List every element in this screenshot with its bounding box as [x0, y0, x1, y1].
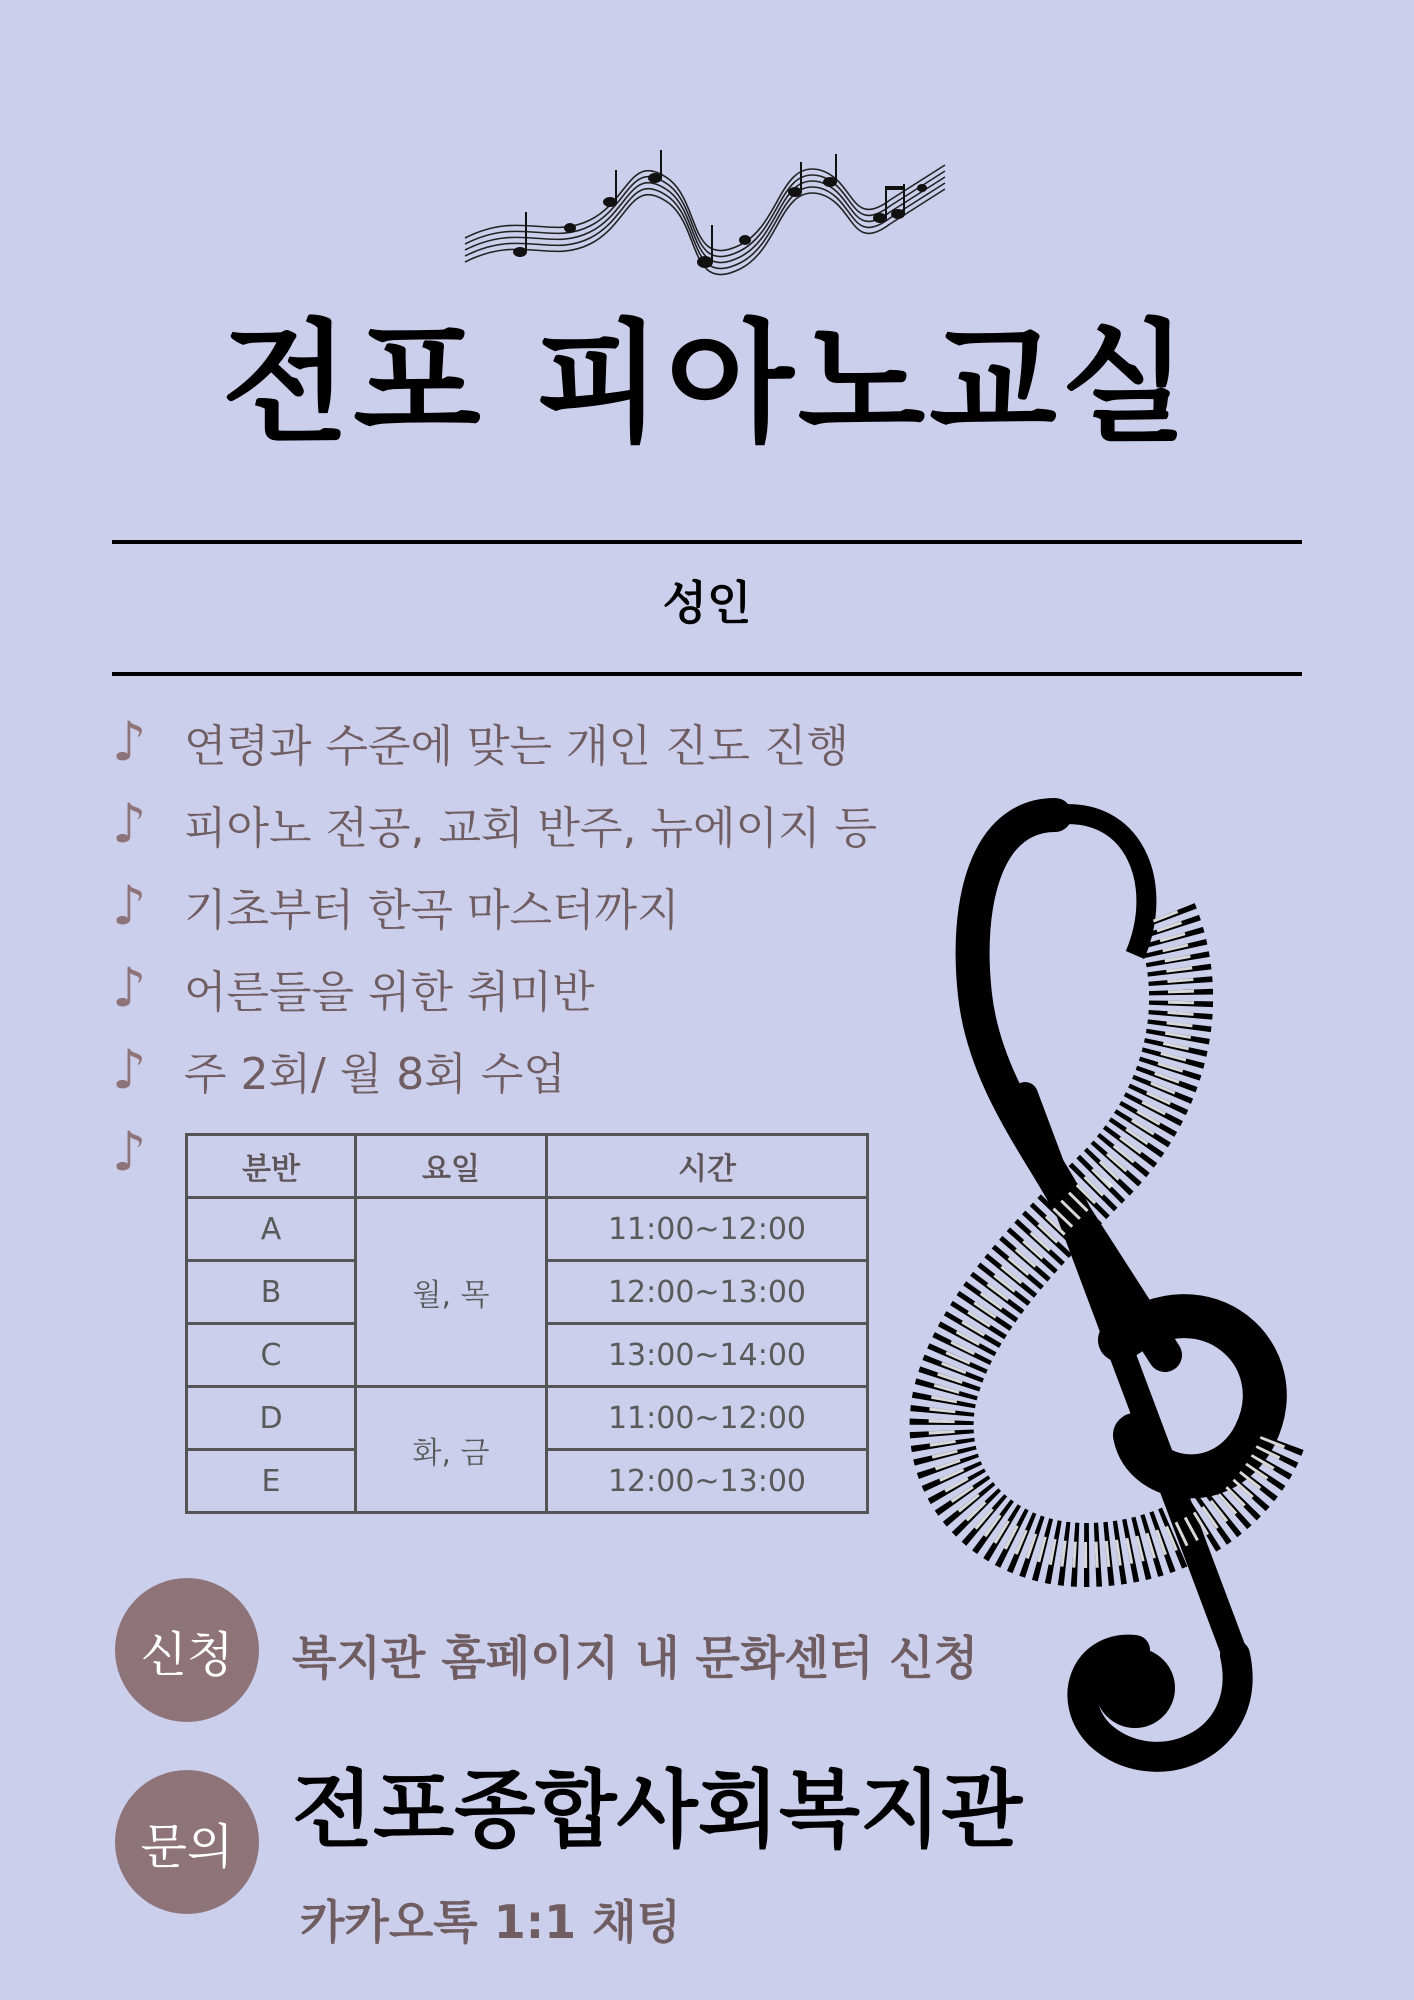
feature-text: 어른들을 위한 취미반 [184, 967, 595, 1018]
day-cell: 월, 목 [356, 1198, 547, 1387]
divider-bottom [112, 672, 1302, 676]
divider-top [112, 540, 1302, 544]
schedule-table [185, 1133, 869, 1514]
class-cell: A [187, 1198, 356, 1261]
eighth-note-icon: ♪ [112, 874, 147, 937]
feature-text: 주 2회/ 월 8회 수업 [184, 1049, 566, 1100]
eighth-note-icon: ♪ [112, 792, 147, 855]
class-cell: D [187, 1387, 356, 1450]
contact-method: 카카오톡 1:1 채팅 [300, 1895, 682, 1949]
column-header-time: 시간 [547, 1135, 868, 1198]
eighth-note-icon: ♪ [112, 956, 147, 1019]
eighth-note-icon: ♪ [112, 710, 147, 773]
music-notes-banner-icon [460, 140, 950, 290]
table-row [187, 1387, 868, 1450]
column-header-class: 분반 [187, 1135, 356, 1198]
feature-text: 피아노 전공, 교회 반주, 뉴에이지 등 [184, 803, 877, 854]
time-cell: 13:00~14:00 [547, 1324, 868, 1387]
feature-text: 기초부터 한곡 마스터까지 [184, 885, 680, 936]
list-item [112, 876, 932, 936]
list-item [112, 1040, 932, 1100]
apply-text: 복지관 홈페이지 내 문화센터 신청 [292, 1631, 979, 1685]
column-header-day: 요일 [356, 1135, 547, 1198]
page-title: 전포 피아노교실 [221, 307, 1193, 461]
time-cell: 12:00~13:00 [547, 1450, 868, 1513]
apply-badge: 신청 [115, 1578, 259, 1722]
time-cell: 11:00~12:00 [547, 1387, 868, 1450]
inquiry-badge: 문의 [115, 1770, 259, 1914]
table-header-row [187, 1135, 868, 1198]
audience-subtitle: 성인 [662, 576, 752, 630]
day-cell: 화, 금 [356, 1387, 547, 1513]
class-cell: C [187, 1324, 356, 1387]
class-cell: E [187, 1450, 356, 1513]
eighth-note-icon: ♪ [112, 1038, 147, 1101]
list-item [112, 794, 932, 854]
time-cell: 12:00~13:00 [547, 1261, 868, 1324]
class-cell: B [187, 1261, 356, 1324]
list-item [112, 712, 932, 772]
time-cell: 11:00~12:00 [547, 1198, 868, 1261]
feature-text: 연령과 수준에 맞는 개인 진도 진행 [184, 721, 849, 772]
organization-name: 전포종합사회복지관 [292, 1761, 1023, 1859]
table-row [187, 1198, 868, 1261]
list-item [112, 958, 932, 1018]
eighth-note-icon: ♪ [112, 1120, 147, 1183]
